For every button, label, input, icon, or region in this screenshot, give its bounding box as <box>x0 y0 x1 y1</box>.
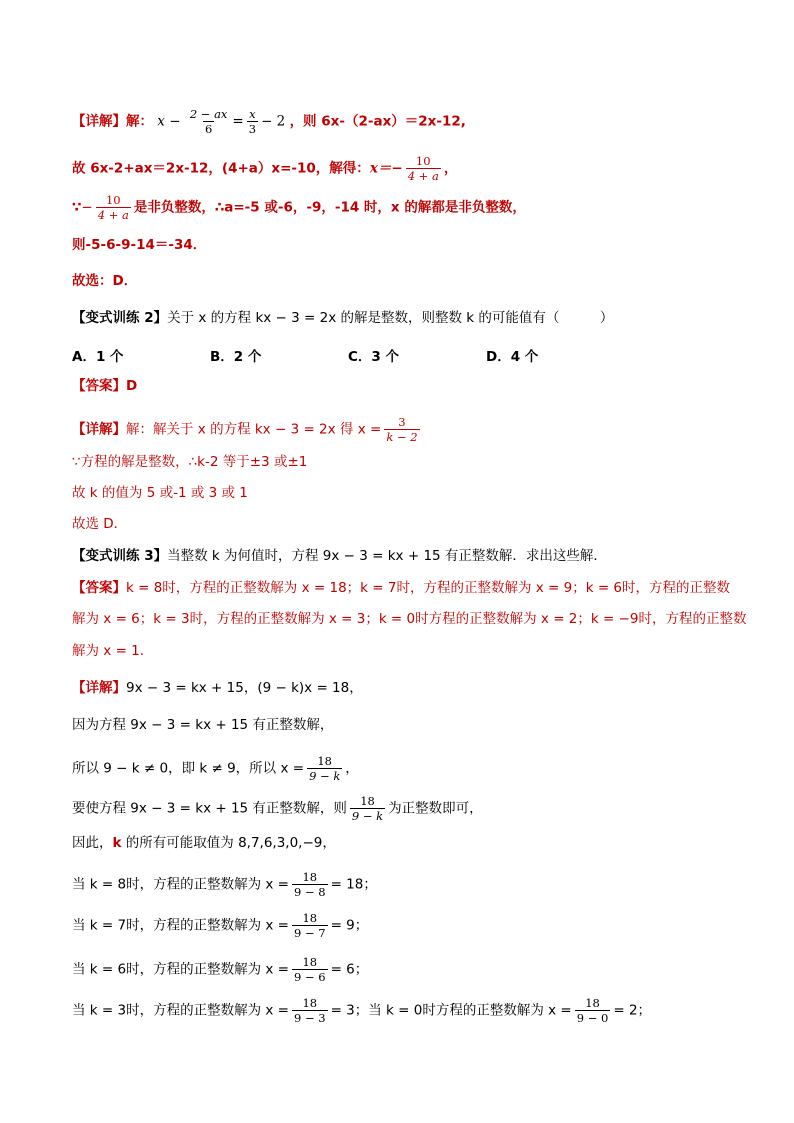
s1-line1: 【详解】解： x − $\frac{2 - ax}{6}$ = $\frac{x}{3}$ − 2 ，则 6x-（2-ax）＝2x-12, <box>72 107 466 136</box>
detail-tag: 【详解】 <box>72 113 126 130</box>
s3-detail4: 要使方程 9x − 3 = kx + 15 有正整数解，则 $\frac{18}{9 - k}$ 为正整数即可， <box>72 794 483 823</box>
s3-case-4: 当 k = 3时，方程的正整数解为 x = $\frac{18}{9 - 3}$ = 3；当 k = 0时方程的正整数解为 x = $\frac{18}{9 - 0}$ = 2； <box>72 996 652 1025</box>
s3-detail5: 因此，k 的所有可能取值为 8,7,6,3,0,−9， <box>72 835 336 851</box>
s3-case-3: 当 k = 6时，方程的正整数解为 x = $\frac{18}{9 - 6}$ = 6； <box>72 955 369 984</box>
fraction: $\frac{3}{k - 2}$ <box>386 415 418 444</box>
fraction: $\frac{10}{4 + a}$ <box>407 154 439 183</box>
fraction: $\frac{18}{9 - 8}$ <box>293 870 326 899</box>
s2-answer: 【答案】D <box>72 378 138 394</box>
s3-case-2: 当 k = 7时，方程的正整数解为 x = $\frac{18}{9 - 7}$ = 9； <box>72 911 369 940</box>
s1-line3: ∵− $\frac{10}{4 + a}$ 是非负整数，∴a=-5 或-6，-9，-14 时，x 的解都是非负整数， <box>72 193 526 222</box>
s3-title: 【变式训练 3】当整数 k 为何值时，方程 9x − 3 = kx + 15 有正整数解．求出这些解． <box>72 548 607 564</box>
s3-answer-line3: 解为 x = 1． <box>72 643 154 659</box>
s1-line2: 故 6x-2+ax＝2x-12，(4+a）x=-10，解得：x＝− $\frac{10}{4 + a}$ ， <box>72 154 458 183</box>
s2-detail2: ∵方程的解是整数，∴k-2 等于±3 或±1 <box>72 454 308 470</box>
s2-detail1: 【详解】解：解关于 x 的方程 kx − 3 = 2x 得 x = $\frac{3}{k - 2}$ <box>72 415 418 444</box>
s3-detail1: 【详解】9x − 3 = kx + 15，(9 − k)x = 18， <box>72 680 363 696</box>
fraction: $\frac{10}{4 + a}$ <box>97 193 129 222</box>
s1-line4: 则-5-6-9-14＝-34． <box>72 237 207 253</box>
fraction: $\frac{18}{9 - 6}$ <box>293 955 326 984</box>
fraction: $\frac{18}{9 - 7}$ <box>293 911 326 940</box>
section-tag: 【变式训练 2】 <box>72 310 168 326</box>
fraction: $\frac{18}{9 - k}$ <box>351 794 384 823</box>
fraction: $\frac{18}{9 - 0}$ <box>576 996 609 1025</box>
s2-title: 【变式训练 2】关于 x 的方程 kx − 3 = 2x 的解是整数，则整数 k 的可能值有（ ） <box>72 310 614 326</box>
s2-detail3: 故 k 的值为 5 或-1 或 3 或 1 <box>72 485 248 501</box>
s3-answer-line1: 【答案】k = 8时，方程的正整数解为 x = 18；k = 7时，方程的正整数解为 x = 9；k = 6时，方程的正整数 <box>72 580 731 596</box>
option-b: B．2 个 <box>210 349 262 365</box>
s2-detail4: 故选 D． <box>72 516 128 532</box>
fraction: $\frac{18}{9 - 3}$ <box>293 996 326 1025</box>
fraction: $\frac{2 - ax}{6}$ <box>189 107 228 136</box>
s1-line5: 故选：D． <box>72 273 138 289</box>
s3-detail2: 因为方程 9x − 3 = kx + 15 有正整数解， <box>72 717 334 733</box>
fraction: $\frac{x}{3}$ <box>248 107 257 136</box>
option-a: A．1 个 <box>72 349 124 365</box>
s3-case-1: 当 k = 8时，方程的正整数解为 x = $\frac{18}{9 - 8}$ = 18； <box>72 870 377 899</box>
option-d: D．4 个 <box>486 349 539 365</box>
option-c: C．3 个 <box>348 349 400 365</box>
s3-detail3: 所以 9 − k ≠ 0，即 k ≠ 9，所以 x = $\frac{18}{9 - k}$ ， <box>72 754 359 783</box>
fraction: $\frac{18}{9 - k}$ <box>309 754 341 783</box>
s3-answer-line2: 解为 x = 6；k = 3时，方程的正整数解为 x = 3；k = 0时方程的正整数解为 x = 2；k = −9时，方程的正整数 <box>72 611 747 627</box>
